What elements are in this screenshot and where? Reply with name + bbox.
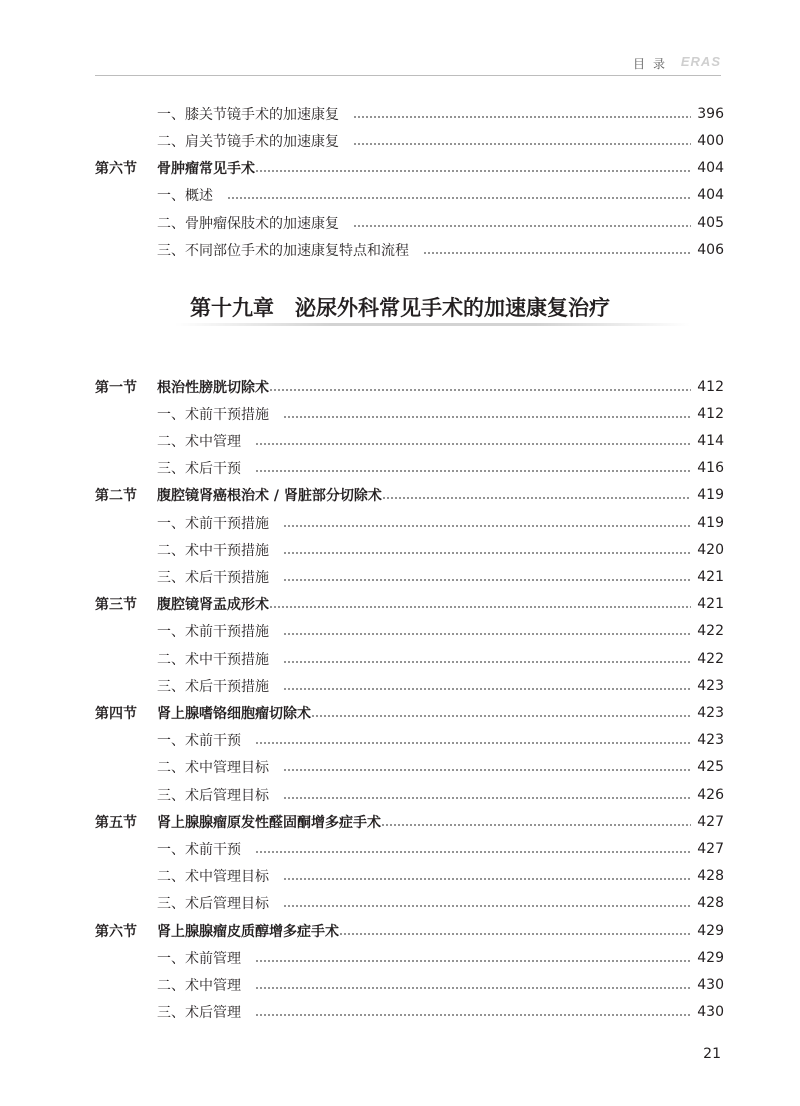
entry-title: 三、不同部位手术的加速康复特点和流程: [157, 243, 409, 259]
entry-page-number: 429: [697, 949, 724, 966]
toc-subsection-entry[interactable]: [95, 835, 724, 862]
dot-leader: [353, 116, 691, 118]
entry-title: 一、术前干预措施: [157, 406, 269, 423]
entry-title: 肾上腺腺瘤皮质醇增多症手术: [157, 923, 339, 940]
toc-subsection-entry[interactable]: [95, 944, 724, 971]
entry-title: 一、术前管理: [157, 950, 241, 967]
dot-leader: [283, 661, 691, 663]
dot-leader: [339, 933, 691, 935]
dot-leader: [255, 443, 691, 445]
entry-page-number: 425: [697, 759, 724, 776]
entry-title: 腹腔镜肾盂成形术: [157, 597, 269, 614]
entry-page-number: 419: [697, 487, 724, 504]
entry-page-number: 419: [697, 514, 724, 531]
toc-subsection-entry[interactable]: [95, 400, 724, 427]
header-label: 目录: [632, 57, 673, 71]
toc-subsection-entry[interactable]: [95, 645, 724, 672]
entry-page-number: 400: [697, 132, 724, 149]
entry-title: 二、术中干预措施: [157, 542, 269, 559]
section-number: 第六节: [95, 923, 137, 940]
entry-page-number: 412: [697, 378, 724, 395]
dot-leader: [255, 851, 691, 853]
dot-leader: [283, 797, 691, 799]
toc-section-entry[interactable]: [95, 591, 724, 618]
toc-section-entry[interactable]: [95, 155, 724, 182]
entry-title: 二、骨肿瘤保肢术的加速康复: [157, 215, 339, 232]
dot-leader: [283, 579, 691, 581]
entry-page-number: 428: [697, 895, 724, 912]
entry-page-number: 423: [697, 704, 724, 721]
dot-leader: [283, 878, 691, 880]
entry-page-number: 429: [697, 922, 724, 939]
entry-page-number: 427: [697, 813, 724, 830]
toc-subsection-entry[interactable]: [95, 536, 724, 563]
entry-page-number: 426: [697, 786, 724, 803]
toc-subsection-entry[interactable]: [95, 727, 724, 754]
toc-subsection-entry[interactable]: [95, 999, 724, 1026]
entry-page-number: 428: [697, 868, 724, 885]
section-number: 第六节: [95, 161, 137, 178]
dot-leader: [269, 606, 691, 608]
entry-page-number: 416: [697, 460, 724, 477]
entry-title: 一、概述: [157, 188, 213, 205]
entry-page-number: 427: [697, 840, 724, 857]
toc-section-entry[interactable]: [95, 373, 724, 400]
dot-leader: [227, 197, 691, 199]
dot-leader: [311, 715, 691, 717]
entry-page-number: 421: [697, 568, 724, 585]
section-number: 第五节: [95, 814, 137, 831]
entry-page-number: 430: [697, 976, 724, 993]
entry-page-number: 396: [697, 105, 724, 122]
entry-title: 三、术后干预措施: [157, 678, 269, 695]
toc-subsection-entry[interactable]: [95, 100, 724, 127]
section-number: 第一节: [95, 379, 137, 396]
running-header: [95, 55, 721, 76]
toc-subsection-entry[interactable]: [95, 237, 724, 264]
dot-leader: [283, 905, 691, 907]
toc-subsection-entry[interactable]: [95, 754, 724, 781]
entry-page-number: 405: [697, 214, 724, 231]
entry-title: 骨肿瘤常见手术: [157, 161, 255, 178]
dot-leader: [283, 416, 691, 418]
dot-leader: [283, 769, 691, 771]
chapter-title: 第十九章 泌尿外科常见手术的加速康复治疗: [190, 296, 610, 320]
section-number: 第二节: [95, 488, 137, 505]
entry-title: 二、术中管理: [157, 433, 241, 450]
page-number: 21: [703, 1046, 721, 1062]
entry-title: 一、膝关节镜手术的加速康复: [157, 106, 339, 123]
entry-title: 肾上腺腺瘤原发性醛固酮增多症手术: [157, 814, 381, 831]
toc-subsection-entry[interactable]: [95, 890, 724, 917]
entry-title: 腹腔镜肾癌根治术 / 肾脏部分切除术: [157, 488, 382, 505]
section-number: 第四节: [95, 705, 137, 722]
entry-page-number: 404: [697, 187, 724, 204]
entry-title: 三、术后干预: [157, 461, 241, 478]
entry-title: 肾上腺嗜铬细胞瘤切除术: [157, 705, 311, 722]
entry-title: 三、术后管理目标: [157, 787, 269, 804]
dot-leader: [381, 824, 691, 826]
dot-leader: [255, 987, 691, 989]
dot-leader: [283, 525, 691, 527]
entry-page-number: 423: [697, 677, 724, 694]
entry-title: 根治性膀胱切除术: [157, 379, 269, 396]
toc-section-entry[interactable]: [95, 482, 724, 509]
toc-subsection-entry[interactable]: [95, 209, 724, 236]
chapter-title-underline: [175, 323, 690, 326]
entry-title: 一、术前干预措施: [157, 515, 269, 532]
dot-leader: [269, 389, 691, 391]
dot-leader: [353, 143, 691, 145]
dot-leader: [283, 552, 691, 554]
entry-title: 一、术前干预措施: [157, 624, 269, 641]
entry-page-number: 421: [697, 596, 724, 613]
entry-page-number: 414: [697, 432, 724, 449]
dot-leader: [255, 170, 691, 172]
dot-leader: [283, 688, 691, 690]
entry-title: 二、术中管理: [157, 977, 241, 994]
entry-page-number: 422: [697, 623, 724, 640]
entry-title: 二、术中管理目标: [157, 760, 269, 777]
entry-page-number: 420: [697, 541, 724, 558]
entry-page-number: 430: [697, 1004, 724, 1021]
entry-title: 二、术中干预措施: [157, 651, 269, 668]
dot-leader: [255, 1014, 691, 1016]
toc-subsection-entry[interactable]: [95, 618, 724, 645]
dot-leader: [353, 225, 691, 227]
entry-page-number: 412: [697, 405, 724, 422]
entry-title: 三、术后管理目标: [157, 896, 269, 913]
toc-subsection-entry[interactable]: [95, 182, 724, 209]
entry-title: 一、术前干预: [157, 841, 241, 858]
toc-subsection-entry[interactable]: [95, 127, 724, 154]
header-brand-logo: ERAS: [680, 54, 721, 69]
dot-leader: [255, 470, 691, 472]
toc-subsection-entry[interactable]: [95, 509, 724, 536]
toc-subsection-entry[interactable]: [95, 863, 724, 890]
entry-title: 一、术前干预: [157, 733, 241, 750]
entry-title: 三、术后管理: [157, 1005, 241, 1022]
toc-subsection-entry[interactable]: [95, 672, 724, 699]
section-number: 第三节: [95, 597, 137, 614]
toc-subsection-entry[interactable]: [95, 971, 724, 998]
toc-section-entry[interactable]: [95, 917, 724, 944]
toc-subsection-entry[interactable]: [95, 781, 724, 808]
toc-section-entry[interactable]: [95, 699, 724, 726]
entry-title: 三、术后干预措施: [157, 569, 269, 586]
toc-subsection-entry[interactable]: [95, 455, 724, 482]
entry-page-number: 422: [697, 650, 724, 667]
dot-leader: [423, 252, 691, 254]
toc-subsection-entry[interactable]: [95, 563, 724, 590]
dot-leader: [255, 960, 691, 962]
toc-subsection-entry[interactable]: [95, 427, 724, 454]
entry-title: 二、肩关节镜手术的加速康复: [157, 133, 339, 150]
entry-page-number: 423: [697, 732, 724, 749]
entry-title: 二、术中管理目标: [157, 869, 269, 886]
dot-leader: [283, 633, 691, 635]
toc-section-entry[interactable]: [95, 808, 724, 835]
entry-page-number: 404: [697, 160, 724, 177]
dot-leader: [382, 497, 691, 499]
dot-leader: [255, 742, 691, 744]
entry-page-number: 406: [697, 242, 724, 258]
